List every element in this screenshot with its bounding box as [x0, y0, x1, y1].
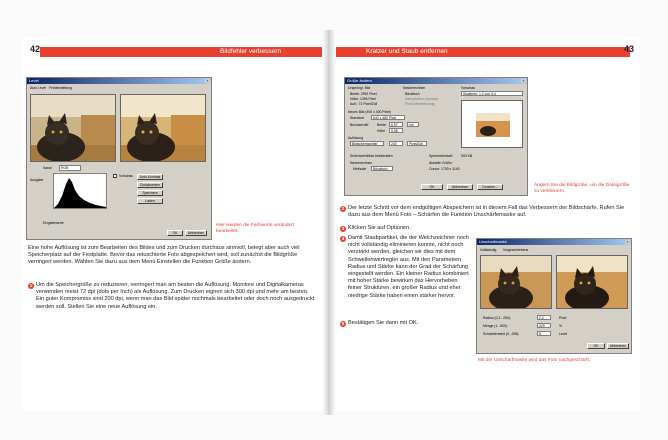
right-step-3-text: Klicken Sie auf Optionen.: [348, 225, 411, 231]
right-step-2-text: Der letzte Schritt vor dem endgültigen Abspeichern ist in diesem Fall das Verbessern der Bildschärfe. Rufen Sie dazu aus dem Menü Foto – Schärfen die Funktion Unschärfemaske auf.: [348, 205, 625, 219]
right-step-4-text: Damit Staubpartikel, die der Weichzeichner noch nicht vollständig eliminieren konnte, nicht noch verstärkt werden, gleichen wir dies mit dem Schwellenwertregler aus. Mit den Parametern Radius und Stärke kann der Grad der Schärfung eingestellt werden. Ein kleiner Radius kombiniert mit hoher Stärke bewirken das Hervorheben feiner Strukturen, ein großer Radius und eher niedrige Stärke haben einen stärker hervor.: [348, 235, 469, 299]
output-label: Ausgabe: [30, 178, 44, 182]
amount-unit: %: [559, 324, 563, 328]
width-label: Breite: [377, 123, 386, 127]
right-step-2: [340, 205, 630, 219]
current-size-label: Aktuelle Größe:: [429, 161, 453, 165]
step-number-5: 5: [341, 320, 345, 326]
close-icon[interactable]: ×: [522, 79, 525, 83]
standard-size-select[interactable]: 640 x 480 Pixel: [371, 115, 405, 120]
unsharp-photo-before: [480, 255, 552, 309]
radius-input[interactable]: 2,2: [537, 315, 551, 320]
right-step-5: [340, 320, 472, 327]
levels-dialog: [26, 77, 212, 240]
current-size-value: Cursor: 1700 x 1140: [429, 167, 460, 171]
unsharp-tab-1[interactable]: Vollständig: [480, 248, 497, 252]
levels-dialog-titlebar: [27, 78, 211, 84]
threshold-unit: Level: [559, 332, 568, 336]
save-button[interactable]: Speichern: [137, 190, 163, 196]
resolution-unit-select[interactable]: Pixel/Zoll: [407, 141, 427, 146]
ok-button[interactable]: OK: [587, 343, 605, 349]
radius-unit: Pixel: [559, 316, 567, 320]
cancel-button[interactable]: Abbrechen: [607, 343, 629, 349]
resample-option-3[interactable]: Pixel-Wiederholung: [405, 102, 435, 106]
radius-label: Radius (0,1...250):: [483, 316, 511, 320]
step-number-1: 1: [29, 282, 33, 288]
width-unit-select[interactable]: cm: [407, 122, 419, 127]
input-label: Eingabewerte: [43, 221, 64, 225]
left-caption: Hier werden die Farbwerte verändert bearbeitet.: [216, 223, 295, 234]
method-label: Methode: [353, 167, 367, 171]
threshold-input[interactable]: 5: [537, 331, 551, 336]
preview-thumbnail: [461, 100, 523, 148]
left-step-1-text: Um die Speichergröße zu reduzieren, verringert man am besten die Auflösung. Monitore und Digitalkameras verwenden meist 72 dpi (dots per Inch) als Auflösung. Zum Drucken eignen sich 300 dpi und mehr am besten. Ein guter Kompromiss sind 200 dpi, wenn man das Bild später nochmals bearbeitet oder doch noch ausgedruckt werden soll. Stellen Sie eine neue Auflösung ein.: [36, 282, 315, 310]
memory-value: 900 KB: [461, 154, 473, 158]
step-number-2: 2: [341, 205, 345, 211]
channel-select[interactable]: RGB: [59, 165, 81, 171]
method-select[interactable]: Bikubisch: [371, 166, 393, 171]
step-number-3: 3: [341, 225, 345, 231]
ok-button[interactable]: OK: [167, 230, 183, 236]
orig-row-2: Höhe: 1496 Pixel: [350, 97, 376, 101]
right-step-4: [340, 235, 472, 300]
print-button[interactable]: Drucken...: [477, 184, 503, 190]
left-intro-text: Eine hohe Auflösung ist zum Bearbeiten des Bildes und zum Drucken durchaus sinnvoll, belegt aber auch viel Speicherplatz auf der Festplatte. Bevor das retuschierte Foto abgespeichert wird, soll zunächst die Bildgröße verringert werden. Wählen Sie dazu aus dem Menü Einstellen die Funktion Größe ändern.: [28, 245, 300, 266]
resize-dialog: [344, 77, 528, 196]
resize-dialog-titlebar: [345, 78, 527, 84]
keep-ratio-checkbox[interactable]: Seitenverhältnis beibehalten: [350, 154, 393, 158]
levels-tab-2[interactable]: Feineinstellung: [49, 86, 72, 90]
width-input[interactable]: 6,97: [389, 122, 403, 127]
resample-option-1[interactable]: Bikubisch: [405, 92, 420, 96]
left-step-1: [28, 282, 318, 311]
book-gutter: [322, 30, 336, 415]
unsharp-photo-after: [556, 255, 628, 309]
preview-checkbox-label: Vorschau: [119, 174, 134, 178]
photo-after: [120, 94, 206, 162]
right-step-3: [340, 225, 470, 232]
amount-input[interactable]: 329: [537, 323, 551, 328]
resample-section-label: Neuberechnen: [403, 86, 426, 90]
unsharp-dialog-title: Unscharfmaske: [479, 239, 507, 244]
orig-row-3: Aufl.: 72 Pixel/Zoll: [350, 102, 378, 106]
orig-section-label: Ursprüngl. Bild: [348, 86, 371, 90]
unsharp-tab-2[interactable]: Vorgeschriebene: [503, 248, 529, 252]
standard-radio[interactable]: Standard: [350, 116, 364, 120]
orig-row-1: Breite: 2992 Pixel: [350, 92, 377, 96]
amount-label: Menge (1...500):: [483, 324, 508, 328]
right-caption-2: Mit der Unscharfmaske wird das Foto nachgeschärft.: [478, 358, 591, 363]
histogram: [53, 173, 107, 209]
auto-contrast-button[interactable]: Auto-Kontrast: [137, 174, 163, 180]
left-page-number: 42: [30, 44, 41, 54]
height-label: Höhe: [377, 129, 386, 133]
left-intro: [28, 245, 318, 270]
right-step-5-text: Bestätigen Sie dann mit OK.: [348, 320, 419, 326]
ok-button[interactable]: OK: [421, 184, 443, 190]
levels-tab-1[interactable]: Auto Level: [30, 86, 47, 90]
levels-dialog-title: Level: [29, 78, 39, 83]
resample-option-2[interactable]: Interpolation (Lineare): [405, 97, 439, 101]
memory-label: Speicherbedarf:: [429, 154, 453, 158]
close-icon[interactable]: ×: [626, 240, 629, 244]
preview-section-label: Vorschau: [461, 86, 476, 90]
left-running-head: Bildfehler verbessern: [220, 48, 282, 55]
load-button[interactable]: Laden: [137, 198, 163, 204]
threshold-label: Schwellenwert (0...255):: [483, 332, 520, 336]
photo-before: [30, 94, 116, 162]
resolution-section-label: Auflösung: [348, 136, 364, 140]
close-icon[interactable]: ×: [206, 79, 209, 83]
preview-checkbox[interactable]: [113, 174, 117, 178]
channel-label: Kanal: [43, 166, 52, 170]
resize-dialog-title: Größe ändern: [347, 78, 372, 83]
reset-button[interactable]: Zurücksetzen: [137, 182, 163, 188]
unsharp-dialog-titlebar: [477, 239, 631, 245]
resolution-preset-select[interactable]: Bildschirmsmittel: [350, 141, 384, 146]
cancel-button[interactable]: Abbrechen: [185, 230, 207, 236]
right-page-number: 43: [624, 44, 635, 54]
resolution-input[interactable]: 200: [389, 141, 403, 146]
resample-checkbox[interactable]: Neuberechnen: [350, 161, 373, 165]
step-number-4: 4: [341, 235, 345, 241]
right-caption-1: Ändern Sie die Bildgröße, um die Dateigröße zu verkleinern.: [534, 183, 630, 194]
new-image-section-label: Neues Bild (400 x 400 Pixel): [348, 110, 391, 114]
unsharp-mask-dialog: [476, 238, 632, 354]
preview-scale-select[interactable]: Skalieren: 1,2 von 4:4: [461, 91, 523, 96]
custom-radio[interactable]: Benutzerdef.: [350, 123, 370, 127]
right-running-head: Kratzer und Staub entfernen: [366, 48, 448, 55]
height-input[interactable]: 5,08: [389, 128, 403, 133]
cancel-button[interactable]: Abbrechen: [447, 184, 473, 190]
